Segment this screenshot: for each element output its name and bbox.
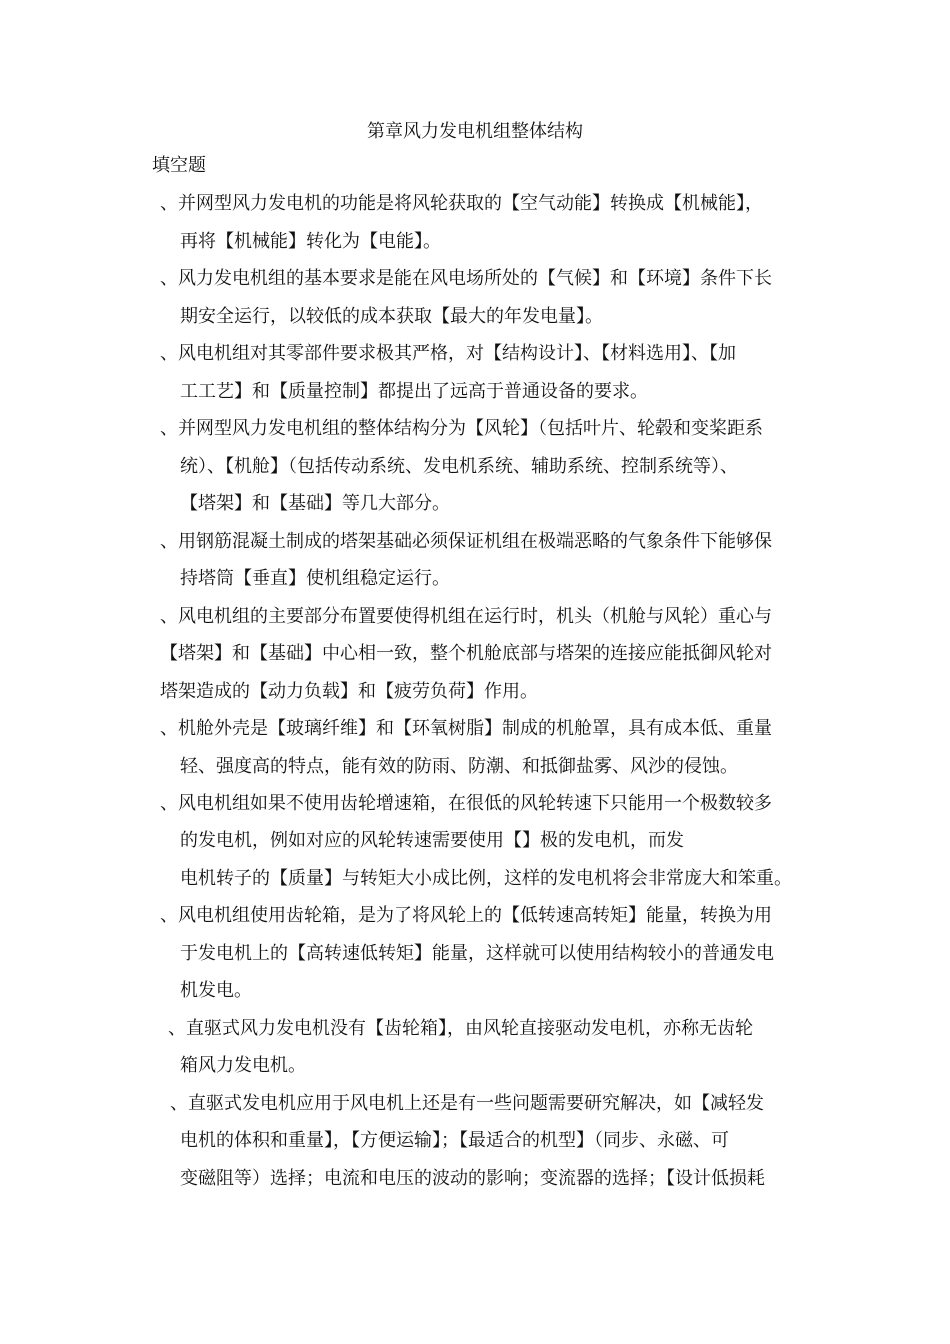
page-title: 第章风力发电机组整体结构 (367, 121, 583, 142)
question-4-line-1: 、并网型风力发电机组的整体结构分为【风轮】（包括叶片、轮毂和变桨距系 (160, 418, 763, 439)
question-2-line-1: 、风力发电机组的基本要求是能在风电场所处的【气候】和【环境】条件下长 (160, 268, 772, 289)
question-10-line-1: 、直驱式风力发电机没有【齿轮箱】，由风轮直接驱动发电机，亦称无齿轮 (168, 1018, 753, 1039)
question-7-line-2: 轻、强度高的特点，能有效的防雨、防潮、和抵御盐雾、风沙的侵蚀。 (180, 756, 738, 777)
question-7-line-1: 、机舱外壳是【玻璃纤维】和【环氧树脂】制成的机舱罩，具有成本低、重量 (160, 718, 772, 739)
question-3-line-1: 、风电机组对其零部件要求极其严格，对【结构设计】、【材料选用】、【加 (160, 343, 736, 364)
question-11-line-1: 、直驱式发电机应用于风电机上还是有一些问题需要研究解决，如【减轻发 (170, 1093, 764, 1114)
question-6-line-3: 塔架造成的【动力负载】和【疲劳负荷】作用。 (160, 681, 538, 702)
question-9-line-2: 于发电机上的【高转速低转矩】能量，这样就可以使用结构较小的普通发电 (180, 943, 774, 964)
question-5-line-2: 持塔筒【垂直】使机组稳定运行。 (180, 568, 450, 589)
question-8-line-1: 、风电机组如果不使用齿轮增速箱，在很低的风轮转速下只能用一个极数较多 (160, 793, 772, 814)
question-5-line-1: 、用钢筋混凝土制成的塔架基础必须保证机组在极端恶略的气象条件下能够保 (160, 531, 772, 552)
question-6-line-2: 【塔架】和【基础】中心相一致，整个机舱底部与塔架的连接应能抵御风轮对 (160, 643, 772, 664)
section-heading: 填空题 (152, 155, 206, 176)
question-1-line-1: 、并网型风力发电机的功能是将风轮获取的【空气动能】转换成【机械能】， (160, 193, 763, 214)
question-8-line-2: 的发电机，例如对应的风轮转速需要使用【】极的发电机，而发 (180, 830, 684, 851)
question-10-line-2: 箱风力发电机。 (180, 1055, 306, 1076)
question-8-line-3: 电机转子的【质量】与转矩大小成比例，这样的发电机将会非常庞大和笨重。 (180, 868, 792, 889)
question-9-line-1: 、风电机组使用齿轮箱，是为了将风轮上的【低转速高转矩】能量，转换为用 (160, 905, 772, 926)
question-11-line-2: 电机的体积和重量】，【方便运输】；【最适合的机型】（同步、永磁、可 (180, 1130, 729, 1151)
question-1-line-2: 再将【机械能】转化为【电能】。 (180, 231, 441, 252)
question-3-line-2: 工工艺】和【质量控制】都提出了远高于普通设备的要求。 (180, 381, 648, 402)
question-6-line-1: 、风电机组的主要部分布置要使得机组在运行时，机头（机舱与风轮）重心与 (160, 606, 772, 627)
question-11-line-3: 变磁阻等）选择；电流和电压的波动的影响；变流器的选择；【设计低损耗 (180, 1168, 765, 1189)
question-4-line-3: 【塔架】和【基础】等几大部分。 (180, 493, 450, 514)
question-9-line-3: 机发电。 (180, 980, 252, 1001)
question-4-line-2: 统）、【机舱】（包括传动系统、发电机系统、辅助系统、控制系统等）、 (180, 456, 738, 477)
question-2-line-2: 期安全运行，以较低的成本获取【最大的年发电量】。 (180, 306, 603, 327)
